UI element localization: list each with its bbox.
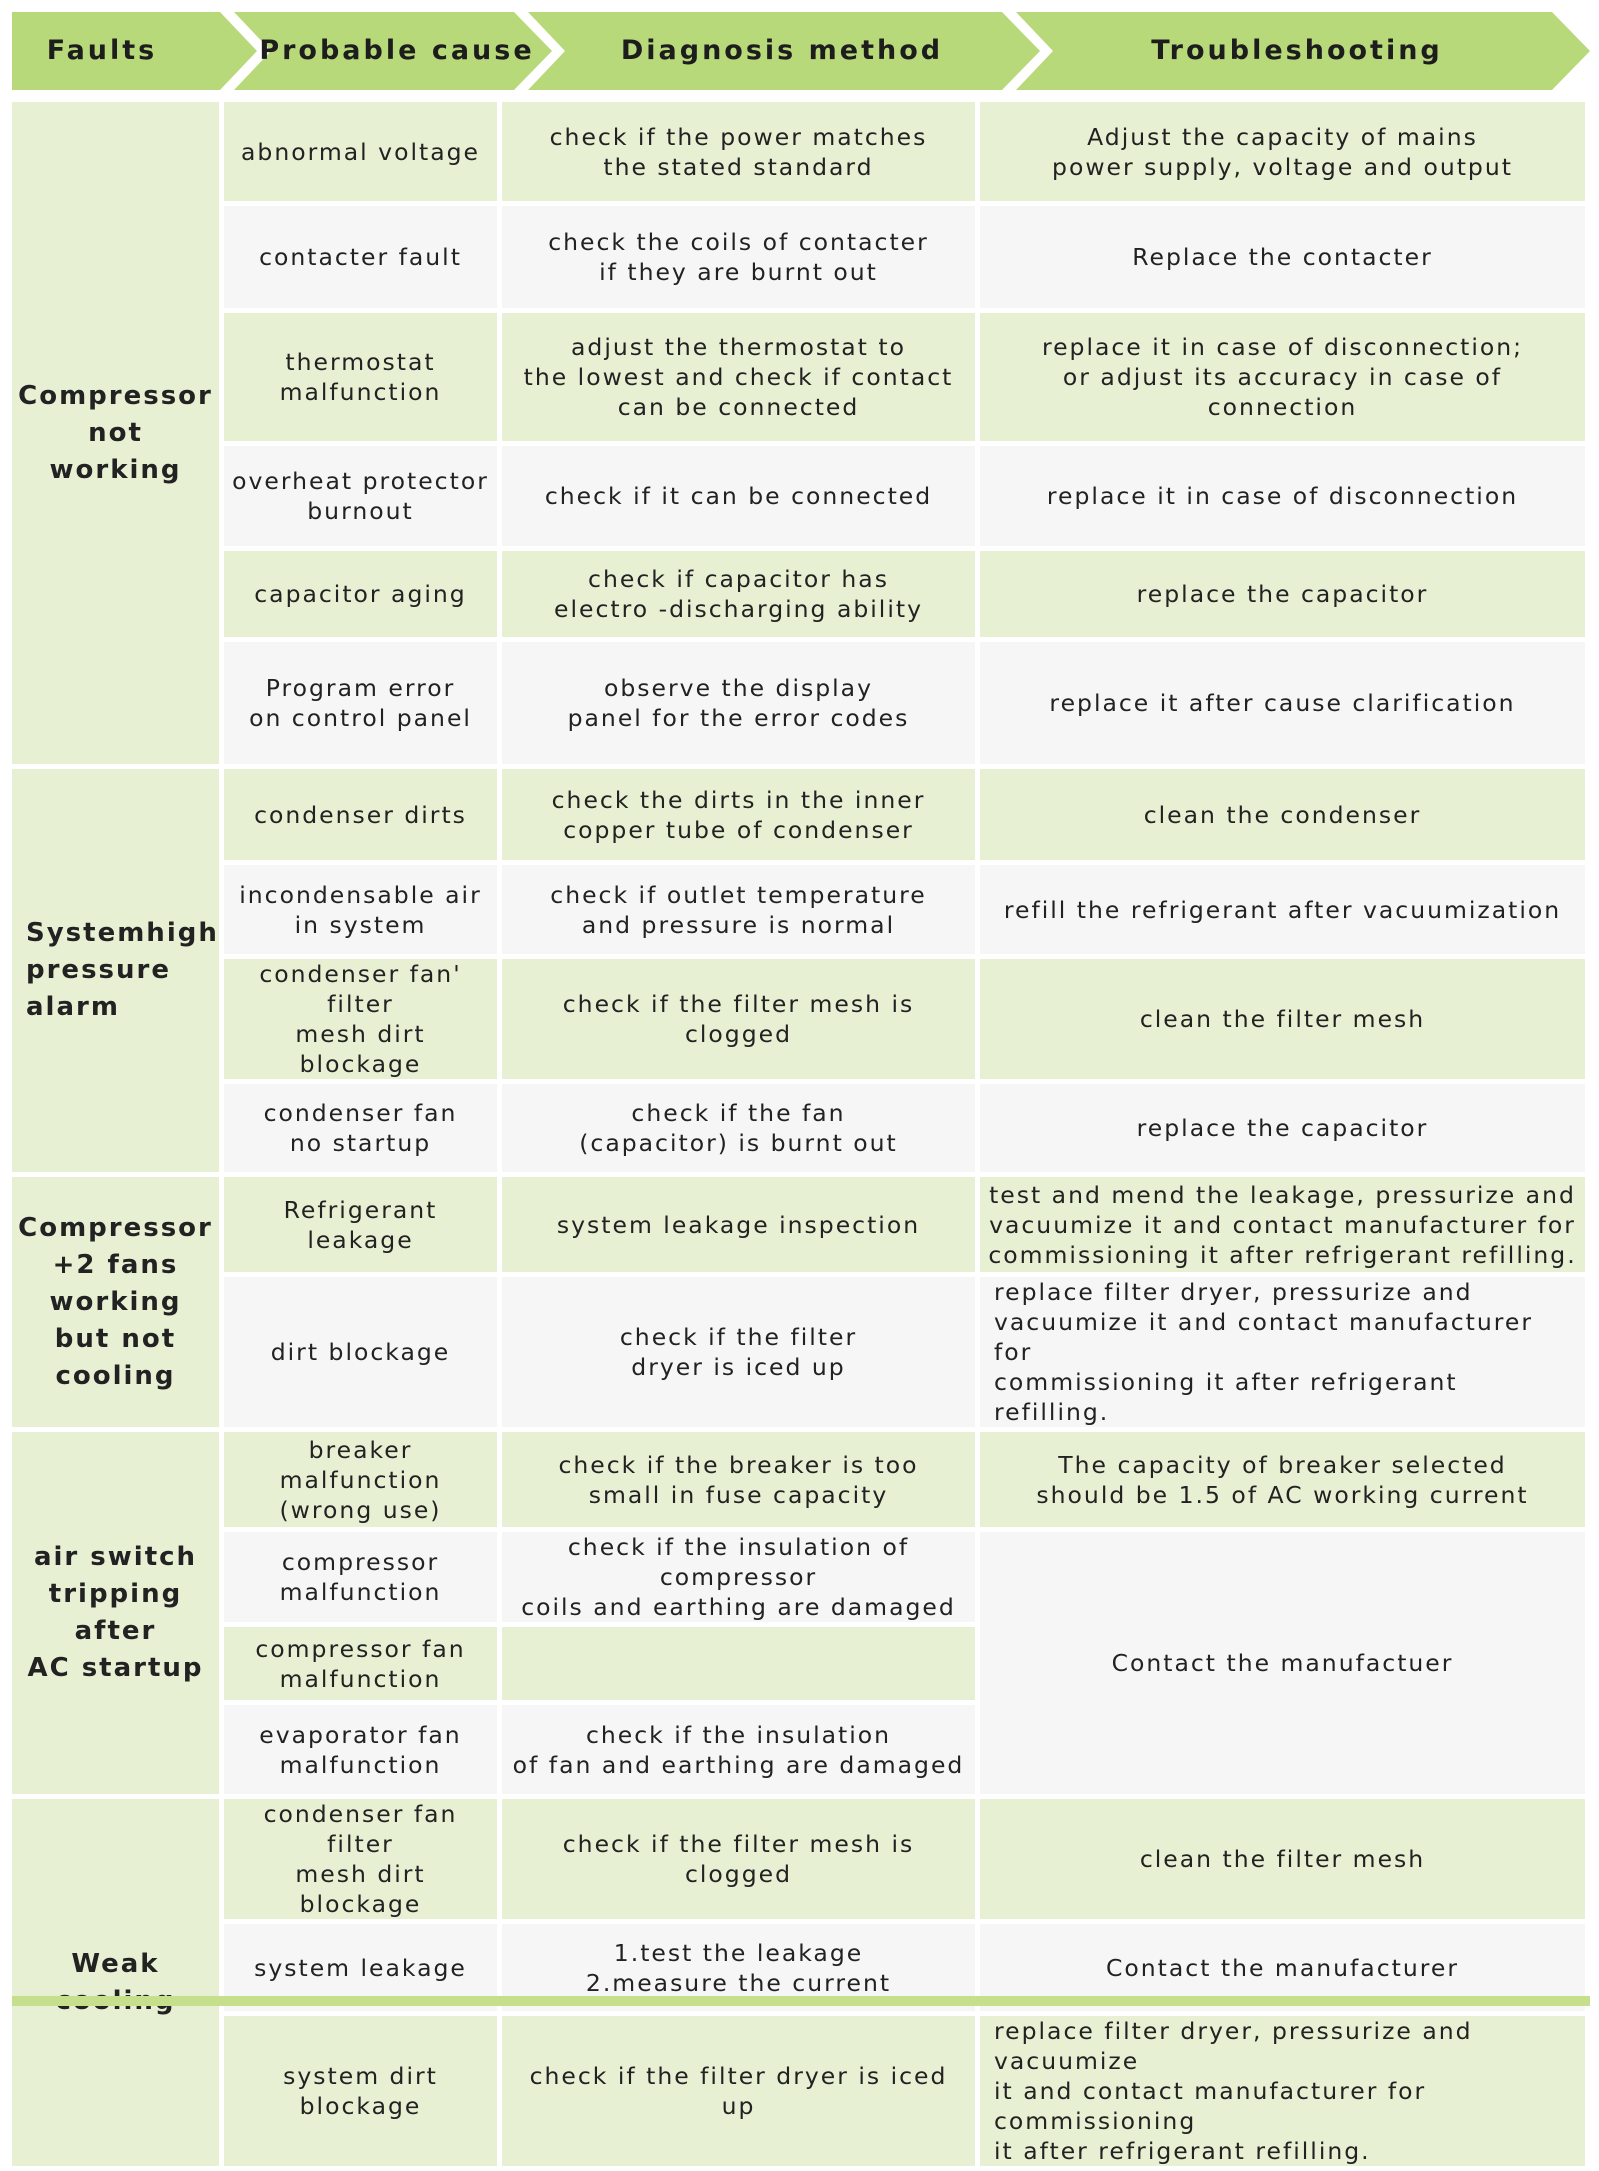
header-faults: Faults [46, 35, 158, 66]
diagnosis-cell: check if capacitor has electro -discharging ability [502, 551, 980, 642]
cause-cell: Refrigerant leakage [224, 1177, 502, 1277]
cause-cell: dirt blockage [224, 1277, 502, 1432]
fault-cell: Weak [12, 1799, 224, 2171]
diagnosis-cell: check if the filter dryer is iced up [502, 2016, 980, 2171]
table-row [12, 1799, 1590, 1924]
fix-cell: replace the capacitor [980, 551, 1590, 642]
fix-cell: clean the filter mesh [980, 1799, 1590, 1924]
diagnosis-cell [502, 1627, 980, 1705]
troubleshooting-table [12, 102, 1590, 2171]
diagnosis-cell: observe the display panel for the error codes [502, 642, 980, 769]
bottom-bar [12, 1996, 1590, 2006]
cause-cell: system dirt blockage [224, 2016, 502, 2171]
diagnosis-cell: 1.test the leakage 2.measure the current [502, 1924, 980, 2016]
header-probable-cause: Probable cause [259, 35, 535, 66]
diagnosis-cell: check if it can be connected [502, 446, 980, 551]
table-row [12, 1084, 1590, 1177]
fix-cell: replace it in case of disconnection; or adjust its accuracy in case of connection [980, 313, 1590, 446]
diagnosis-cell: check the coils of contacter if they are burnt out [502, 206, 980, 313]
table-row [12, 865, 1590, 959]
fault-cell: Compressor +2 fans working but not cooling [12, 1177, 224, 1432]
table-row [12, 959, 1590, 1084]
cause-cell: overheat protector burnout [224, 446, 502, 551]
cause-cell: compressor fan malfunction [224, 1627, 502, 1705]
fix-cell: replace filter dryer, pressurize and vacuumize it and contact manufacturer for commissioning it after refrigerant refilling. [980, 1277, 1590, 1432]
cause-cell: Program error on control panel [224, 642, 502, 769]
cause-cell: condenser dirts [224, 769, 502, 865]
fault-cell: air switch tripping after AC startup [12, 1432, 224, 1799]
cause-cell: condenser fan filter mesh dirt blockage [224, 1799, 502, 1924]
fix-cell: replace the capacitor [980, 1084, 1590, 1177]
diagnosis-cell: system leakage inspection [502, 1177, 980, 1277]
cause-cell: system leakage [224, 1924, 502, 2016]
diagnosis-cell: check the dirts in the inner copper tube of condenser [502, 769, 980, 865]
fix-cell: replace it in case of disconnection [980, 446, 1590, 551]
table-row [12, 206, 1590, 313]
cause-cell: breaker malfunction (wrong use) [224, 1432, 502, 1532]
fix-cell: refill the refrigerant after vacuumization [980, 865, 1590, 959]
table-row [12, 1277, 1590, 1432]
fix-cell: clean the condenser [980, 769, 1590, 865]
fix-cell: Replace the contacter [980, 206, 1590, 313]
fix-cell: Adjust the capacity of mains power supply, voltage and output [980, 102, 1590, 206]
table-row [12, 769, 1590, 865]
table-row [12, 1177, 1590, 1277]
cause-cell: capacitor aging [224, 551, 502, 642]
fix-cell: test and mend the leakage, pressurize and vacuumize it and contact manufacturer for commissioning it after refrigerant refilling. [980, 1177, 1590, 1277]
fix-cell: Contact the manufacturer [980, 1924, 1590, 2016]
table-row [12, 642, 1590, 769]
table-row [12, 313, 1590, 446]
fix-cell: Contact the manufactuer [980, 1532, 1590, 1799]
table-row [12, 1432, 1590, 1532]
table-row [12, 2016, 1590, 2171]
table-row [12, 551, 1590, 642]
diagnosis-cell: check if the breaker is too small in fuse capacity [502, 1432, 980, 1532]
table-row [12, 1532, 1590, 1627]
diagnosis-cell: check if the fan (capacitor) is burnt out [502, 1084, 980, 1177]
cause-cell: incondensable air in system [224, 865, 502, 959]
diagnosis-cell: check if the filter mesh is clogged [502, 1799, 980, 1924]
cause-cell: condenser fan no startup [224, 1084, 502, 1177]
table-row [12, 102, 1590, 206]
fix-cell: replace it after cause clarification [980, 642, 1590, 769]
diagnosis-cell: check if the insulation of compressor coils and earthing are damaged [502, 1532, 980, 1627]
diagnosis-cell: check if outlet temperature and pressure is normal [502, 865, 980, 959]
diagnosis-cell: check if the power matches the stated standard [502, 102, 980, 206]
diagnosis-cell: check if the filter dryer is iced up [502, 1277, 980, 1432]
fix-cell: clean the filter mesh [980, 959, 1590, 1084]
cause-cell: condenser fan' filter mesh dirt blockage [224, 959, 502, 1084]
table-header [12, 12, 1590, 90]
fix-cell: The capacity of breaker selected should be 1.5 of AC working current [980, 1432, 1590, 1532]
header-troubleshooting: Troubleshooting [1151, 35, 1443, 66]
fault-cell: Systemhigh pressure alarm [12, 769, 224, 1177]
diagnosis-cell: check if the insulation of fan and earthing are damaged [502, 1705, 980, 1799]
fix-cell: replace filter dryer, pressurize and vacuumize it and contact manufacturer for commissioning it after refrigerant refilling. [980, 2016, 1590, 2171]
diagnosis-cell: adjust the thermostat to the lowest and check if contact can be connected [502, 313, 980, 446]
header-diagnosis-method: Diagnosis method [620, 35, 944, 66]
cause-cell: evaporator fan malfunction [224, 1705, 502, 1799]
cause-cell: compressor malfunction [224, 1532, 502, 1627]
diagnosis-cell: check if the filter mesh is clogged [502, 959, 980, 1084]
cause-cell: thermostat malfunction [224, 313, 502, 446]
cause-cell: abnormal voltage [224, 102, 502, 206]
cause-cell: contacter fault [224, 206, 502, 313]
fault-cell: Compressor not working [12, 102, 224, 769]
table-row [12, 446, 1590, 551]
